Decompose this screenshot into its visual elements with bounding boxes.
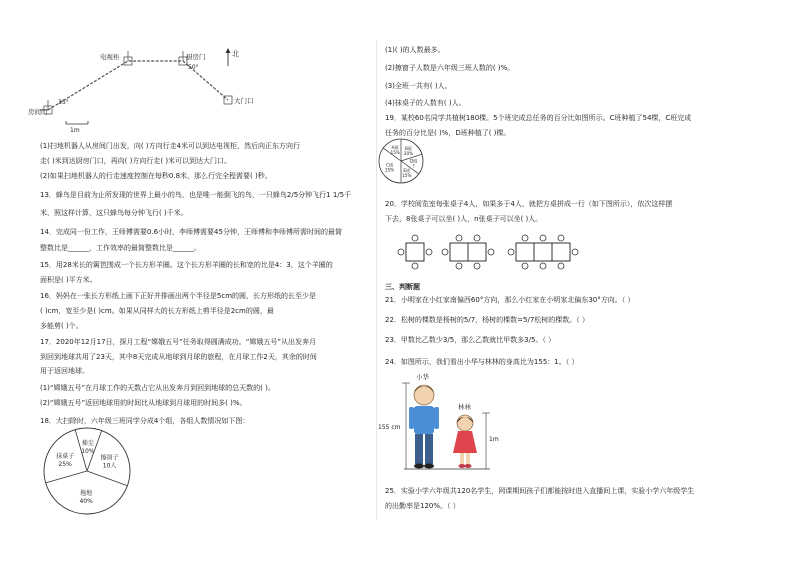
- question-line: 19．某校60名同学共植树180棵。5个班完成总任务的百分比如图所示。C班种植了54棵，C班完成: [385, 114, 692, 122]
- angle-35-label: 35°: [58, 99, 69, 106]
- question-line: 16．妈妈在一张长方形纸上画下正好并排画出两个半径是5cm的圆，长方形纸的长至少是: [40, 292, 317, 300]
- angle-50-label: 50°: [188, 64, 199, 71]
- pie19-slice-value: 15%: [390, 150, 400, 156]
- question-line: 24．如图所示，我们看出小华与林林的身高比为155：1。（ ）: [385, 358, 579, 366]
- pie19-slice-label: B班: [404, 146, 413, 152]
- pie-chart-18: [42, 426, 132, 516]
- three-tables: [508, 235, 578, 269]
- pie18-divider: [87, 471, 127, 486]
- pie18-slice-label: 抹桌子: [56, 452, 75, 460]
- girl-height: 1m: [489, 436, 499, 443]
- question-line: (2)擦窗子人数是六年级三班人数的( )%。: [385, 64, 515, 72]
- question-line: ( )cm，宽至少是( )cm。如果从同样大的长方形纸上剪半径是2cm的圆，最: [40, 307, 274, 315]
- one-table: [398, 235, 432, 269]
- route-line: [48, 61, 228, 110]
- question-line: (1)扫地机器人从房间门出发，向( )方向行走4米可以到达电视柜，然后向正东方向行: [40, 142, 301, 150]
- question-line: (1)“嫦娥五号”在月球工作的天数占它从出发奔月到回到地球的总天数的( )。: [40, 384, 275, 392]
- robot-route-map: [28, 48, 268, 138]
- column-divider: [376, 40, 377, 520]
- pie18-slice-label: 拖地: [80, 489, 93, 497]
- question-line: 任务的百分比是( )%，D班种植了( )棵。: [385, 129, 511, 137]
- pie19-slice-label: D班: [409, 158, 418, 164]
- question-line: 18．大扫除时，六年级三班同学分成4个组，各组人数情况如下图：: [40, 417, 250, 425]
- pie18-slice-label: 擦窗子: [100, 454, 119, 462]
- question-line: (2)“嫦娥五号”返回地球用的时间比从地球到月球用的时间多( )%。: [40, 399, 247, 407]
- question-line: 15．用28米长的篱笆围成一个长方形羊圈。这个长方形羊圈的长和宽的比是4：3，这个羊圈的: [40, 261, 333, 269]
- pie19-slice-value: ?: [412, 163, 415, 169]
- pie18-slice-value: 25%: [58, 460, 72, 468]
- girl-name: 林林: [458, 403, 471, 411]
- table-arrangement-figure: [394, 233, 594, 273]
- height-comparison-figure: [378, 373, 502, 483]
- question-line: (2)如果扫地机器人的行走速度控制在每秒0.8米，那么行完全程需要( )秒。: [40, 172, 272, 180]
- question-line: (3)全班一共有( )人。: [385, 82, 452, 90]
- question-line: 21．小明家在小红家南偏西60°方向，那么小红家在小明家北偏东30°方向。（ ）: [385, 296, 635, 304]
- question-line: 22．松树的棵数是杨树的5/7，杨树的棵数=5/7松树的棵数。（ ）: [385, 316, 590, 324]
- scale-label: 1m: [70, 127, 80, 134]
- girl-figure: [453, 415, 477, 468]
- pie18-divider: [46, 471, 87, 483]
- question-line: 整数比是______，工作效率的最简整数比是______。: [40, 244, 201, 252]
- kitchen-label: 厨房门: [186, 53, 206, 61]
- north-label: 北: [232, 50, 239, 58]
- question-line: (4)抹桌子的人数有( )人。: [385, 99, 466, 107]
- question-line: 走( )米到达厨房门口，再向( )方向行走( )米可以到达大门口。: [40, 157, 232, 165]
- question-line: 面积是( )平方米。: [40, 276, 97, 284]
- pie19-slice-label: C班: [386, 162, 394, 168]
- pie-chart-19: [377, 137, 425, 185]
- question-line: 17．2020年12月17日，探月工程“嫦娥五号”任务取得圆满成功。“嫦娥五号”从出发奔月: [40, 338, 317, 346]
- pie19-slice-value: 15%: [402, 172, 412, 178]
- question-line: 14．完成同一份工作，王师傅需要0.6小时，李师傅需要45分钟，王师傅和李师傅所需时间的最简: [40, 228, 342, 236]
- question-line: 的出勤率是120%。（ ）: [385, 502, 460, 510]
- room-label: 房间门: [28, 108, 48, 116]
- pie19-slice-label: A班: [391, 145, 399, 151]
- pie18-slice-value: 10%: [81, 448, 95, 456]
- question-line: 下去，8张桌子可以坐( )人，n张桌子可以坐( )人。: [385, 215, 543, 223]
- boy-figure: [409, 385, 439, 469]
- question-line: (1)( )的人数最多。: [385, 46, 445, 54]
- pie19-slice-value: 20%: [403, 151, 414, 157]
- pie18-slice-value: 10人: [102, 462, 117, 470]
- question-line: 13．蜂鸟是目前为止所发现的世界上最小的鸟，也是唯一能倒飞的鸟，一只蜂鸟2/5分钟飞行1 1/5千: [40, 191, 352, 199]
- pie18-slice-label: 掸尘: [81, 440, 94, 448]
- pie19-slice-value: 25%: [384, 167, 395, 173]
- boy-height: 155 cm: [378, 424, 401, 431]
- question-line: 20．学校阅览室每张桌子4人，如果多于4人，就把方桌拼成一行（如下图所示），依次这样摆: [385, 200, 673, 208]
- question-line: 23．甲数比乙数少3/5，那么乙数就比甲数多3/5。（ ）: [385, 336, 556, 344]
- question-line: 三、判断题: [385, 283, 420, 291]
- question-line: 用于返回地球。: [40, 367, 89, 375]
- two-tables: [442, 235, 494, 269]
- question-line: 25．实验小学六年级共120名学生，网课期间孩子们都能按时进入直播间上课，实验小学六年级学生: [385, 487, 695, 495]
- pie18-slice-value: 40%: [79, 497, 93, 505]
- pie19-slice-label: E班: [403, 167, 411, 173]
- question-line: 多能剪( )个。: [40, 322, 83, 330]
- question-line: 到回到地球共用了23天，其中8天完成从地球到月球的旅程，在月球工作2天，其余的时间: [40, 353, 317, 361]
- gate-label: 大门口: [234, 97, 254, 105]
- tv-label: 电视柜: [100, 53, 120, 61]
- question-line: 米，照这样计算，这只蜂鸟每分钟飞行( )千米。: [40, 209, 188, 217]
- boy-name: 小华: [416, 373, 429, 381]
